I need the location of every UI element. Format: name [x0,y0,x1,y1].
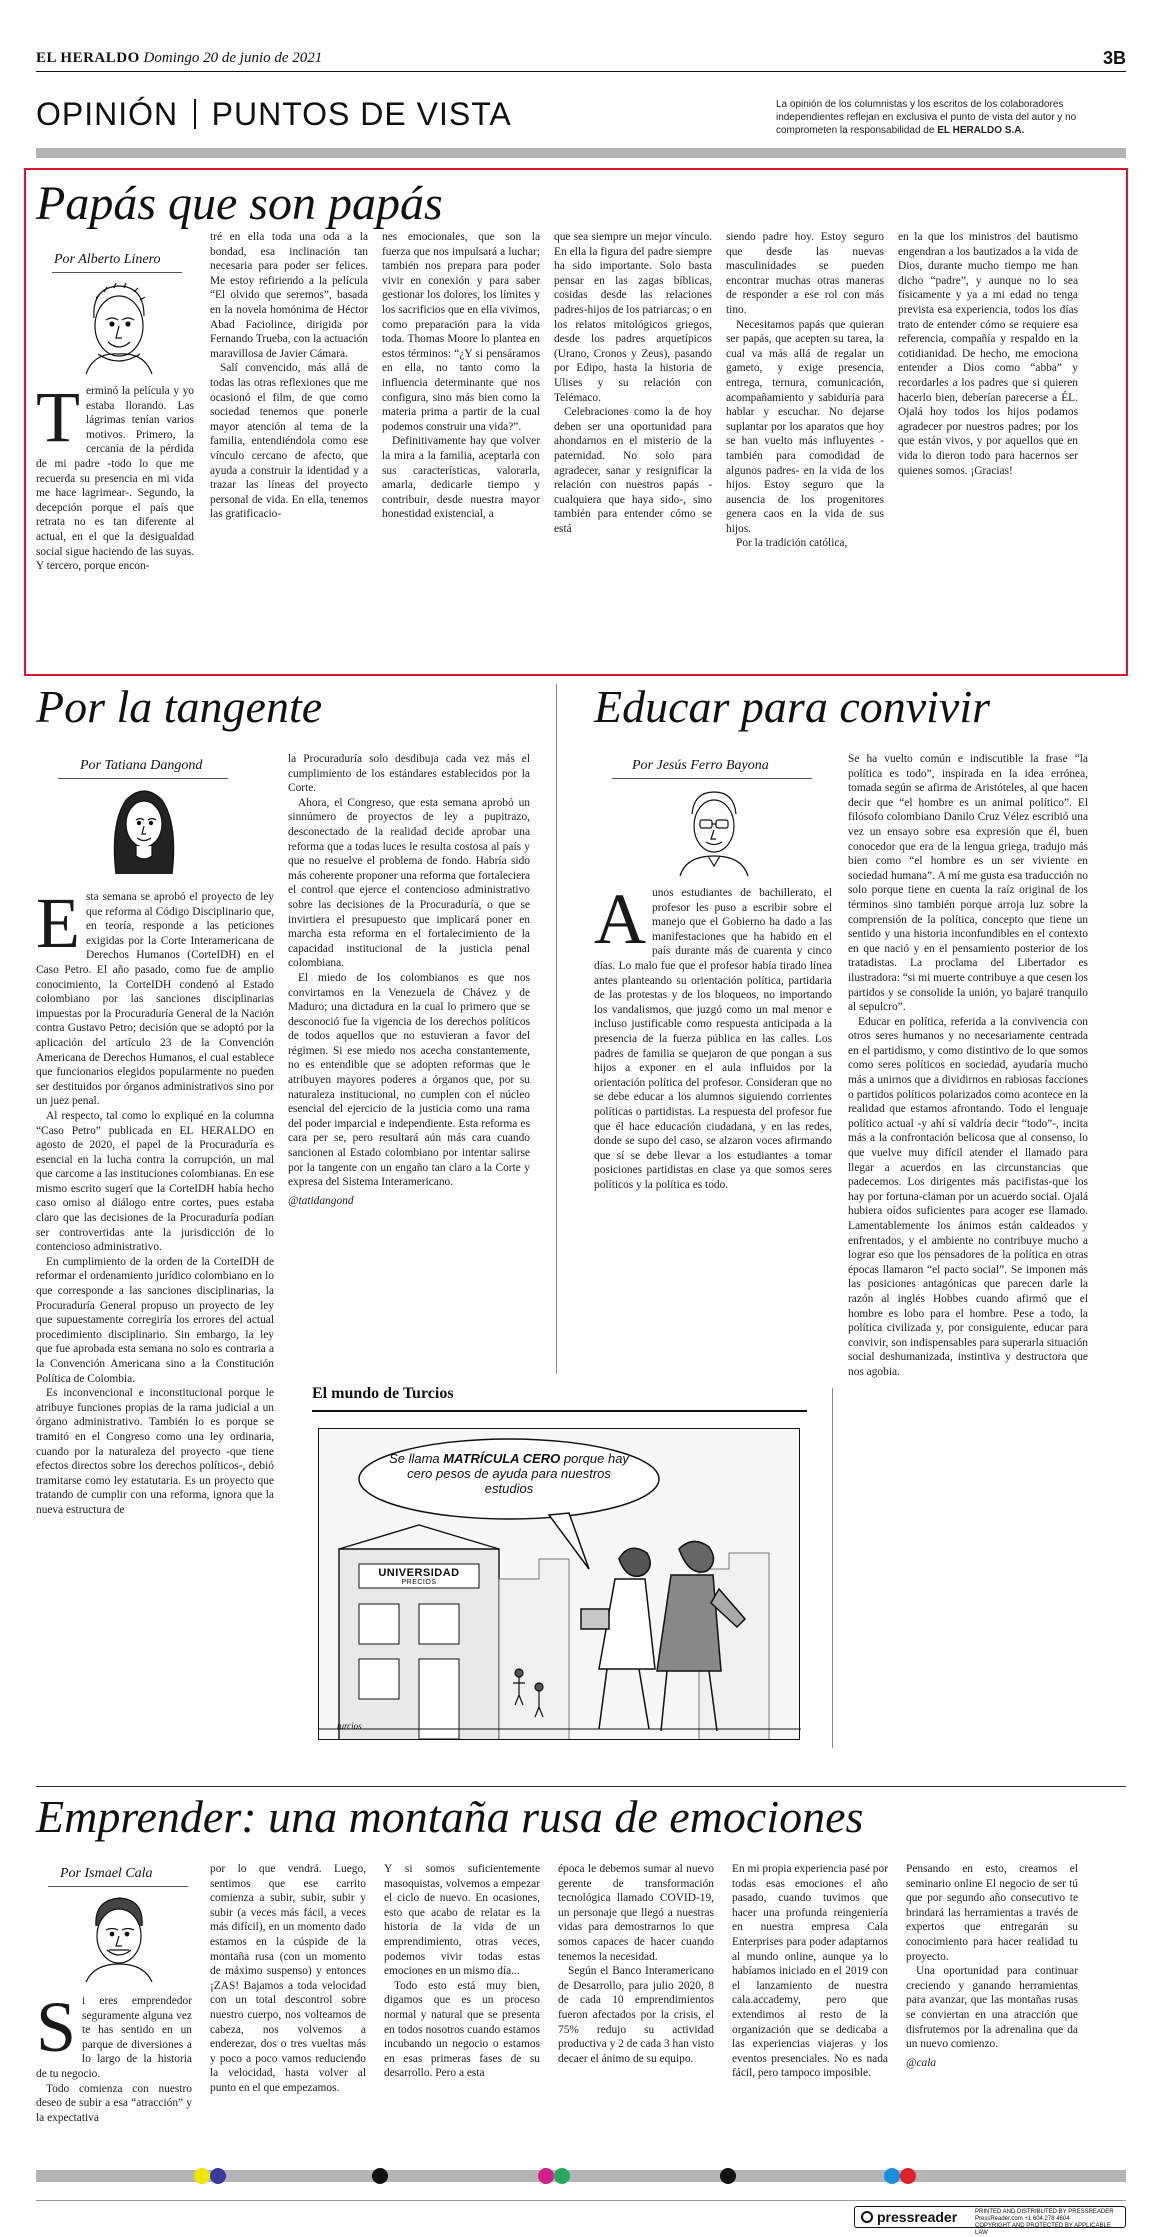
article4-text-3b: Todo esto está muy bien, digamos que es un proceso normal y natural que se presenta en todos nosotros cuando estamos incubando un negocio o estamos en esas primeras fases de su desarrollo. Pero a esta [384,1979,540,2080]
article1-text-2b: Salí convencido, más allá de todas las otras reflexiones que me ocasionó el film, de que como sociedad tenemos que ponerle mayor atención al tema de la familia, entendiéndola como ese vínculo cercano de afecto, que ayuda a construir la identidad y a trazar las líneas del proyecto personal de vida. En ella, tenemos las gratificacio- [210,362,368,521]
article2-byline: Por Tatiana Dangond [80,758,203,773]
article1-text-6: en la que los ministros del bautismo engendran a los bautizados a la vida de Dios, durante mucho tiempo me han dicho “padre”, y aunque no lo sea físicamente y ya a mi edad no tenga prevista esa experiencia, todos los días trato de entender cómo se requiere esa referencia, compañía y respaldo en la cotidianidad. De hecho, me emociona entender a Dios como “abba” y recordarles a los padres que si quieren hacerlo bien, deberían parecerse a ÉL. Ojalá hoy todos los hijos podamos agradecer por nuestros padres; por los que están vivos, y por aquellos que en vida lo dieron todo para hacernos ser quienes somos. ¡Gracias! [898,231,1078,477]
article2-text-1c: En cumplimiento de la orden de la CorteIDH de reformar el ordenamiento jurídico colombiano en lo que corresponde a las sanciones disciplinarias, la Procuraduría General propuso un proyecto de ley que supuestamente corregiría los errores del actual procedimiento disciplinario. Sin embargo, la ley que fue aprobada esta semana no solo es contraria a la Convención Americana sino a la Constitución Política de Colombia. [36,1255,274,1385]
article4-dropcap: S [36,1987,77,2067]
masthead-left [36,50,322,67]
column-divider [556,684,557,1374]
author-portrait-dangond [106,784,182,874]
article1-text-3: nes emocionales, que son la fuerza que nos impulsará a luchar; también nos prepara para poder vivir en conexión y para saber gestionar los dolores, los límites y los sacrificios que en ella vivimos, como preparación para la vida toda. Thomas Moore lo plantea en estos términos: “¿Y si pensáramos en ella, no tanto como la influencia determinante que nos configura, sino más bien como la materia prima a partir de la cual podemos construir una vida?”. [382,231,540,433]
registration-dot-cyan [884,2168,900,2184]
registration-dot-black-2 [720,2168,736,2184]
article4-text-4b: Según el Banco Interamericano de Desarrollo, para julio 2020, 8 de cada 10 emprendimientos fueron afectados por la crisis, el 75% redujo su actividad productiva y 2 de cada 3 han visto decaer el ánimo de su equipo. [558,1965,714,2065]
author-portrait-ferro [674,784,754,876]
registration-dot-yellow [194,2168,210,2184]
article3-text-2b: Educar en política, referida a la convivencia con otros seres humanos y no necesariamente centrada en el partidismo, y como distintivo de lo que somos como seres políticos en sociedad, ayudaría mucho más a unirnos que a dividirnos en rabiosas facciones o partidos políticos polarizados como acontece en la realidad que estamos afrontando. Todo el lenguaje político actual -y ahí sí valdría decir “todo”-, incita más a la confrontación belicosa que al consenso, lo que vuelve muy difícil atender el llamado para llegar a acuerdos en las circunstancias que padecemos. Los dirigentes más pacifistas-que los hay por fortuna-claman por un acuerdo social. Ojalá hubiera oídos suficientes para acoger ese llamado. Lamentablemente los ánimos están caldeados y enfrentados, y el ambiente no contribuye mucho a lograr eso que los pensadores de la política en otras épocas llamaron “el pacto social”. Se imponen más las posiciones antagónicas que parecen darle la razón al inglés Hobbes cuando afirmó que el hombre es lobo para el hombre. Pese a todo, la política civilizada y, por consiguiente, educar para convivir, son indispensables para superarla situación social deshumanizada, instintiva y destructora que nos agobia. [848,1015,1088,1378]
article1-headline: Papás que son papás [36,177,443,230]
disclaimer-company: EL HERALDO S.A. [937,125,1025,136]
article4-byline-rule [48,1886,188,1887]
cartoon-divider [832,1388,833,1748]
article2-column-1 [36,883,274,1760]
article1-text-5c: Por la tradición católica, [736,537,848,550]
article3-column-1 [594,879,832,1366]
article1-column-3 [382,230,540,670]
university-sign: UNIVERSIDAD [378,1567,460,1579]
cartoon-panel [318,1428,800,1740]
article4-text-1b: Todo comienza con nuestro deseo de subir a esa “atracción” y la expectativa [36,2082,192,2124]
article1-text-1: erminó la película y yo estaba llorando. Las lágrimas tenían varios motivos. Primero, la cercanía de la pérdida de mi padre -todo lo que me recuerda su presencia en mi vida me hace lagrimear-. Segundo, la decepción porque el país que retrata no es tan diferente al actual, en el que la desigualdad social sigue haciendo de las suyas. Y tercero, porque encon- [36,385,194,573]
article4-column-6 [906,1862,1078,2162]
edition-date: Domingo 20 de junio de 2021 [143,50,323,66]
article2-dropcap: E [36,883,80,963]
registration-dot-green [554,2168,570,2184]
article2-text-2c: El miedo de los colombianos es que nos convirtamos en la Venezuela de Chávez y de Maduro; una dictadura en la cual lo primero que se desconoció fue la vigencia de los derechos políticos de todos aquellos que no estuvieran a favor del régimen. Si ese miedo nos acecha constantemente, no es entendible que se adopten reformas que le atribuyen mayores poderes a órganos que, por su naturaleza institucional, no cumplen con el núcleo esencial del ejercicio de la justicia como una rama del poder imparcial e independiente. Esta reforma es cara per se, pero resultará aún más cara cuando sancionen al Estado colombiano por intentar salirse por la tangente con un engaño tan claro a la Corte y expresa del Sistema Interamericano. [288,971,530,1189]
article3-text-2: Se ha vuelto común e indiscutible la frase “la política es todo”, inspirada en la idea errónea, tomada según se afirma de Aristóteles, al que hacen decir que “el hombre es un animal político”. El filósofo colombiano Danilo Cruz Vélez escribió una vez un ensayo sobre esa expresión que él, buen conocedor que era de la lengua griega, tradujo más bien como “el hombre es un ser viviente en sociedad humana”. A mí me gusta esa traducción no solo porque tiene en cuenta la raíz original de los términos sino también porque arroja luz sobre la comprensión de la política, concepto que tiene un sentido y una historia inconfundibles en el contexto en que nació y en el pensamiento posterior de los tratadistas. La proclama del Libertador es ilustradora: “si mi muerte contribuye a que cesen los partidos y se consolide la unión, yo bajaré tranquilo al sepulcro”. [848,753,1088,1014]
article4-column-2 [210,1862,366,2162]
article2-text-2b: Ahora, el Congreso, que esta semana aprobó un sinnúmero de proyectos de ley a pupitrazo, desconectado de la realidad decide aprobar una reforma que a todas luces le resulta costosa al país y que no resuelve el problema de fondo. Habría sido más coherente proponer una reforma que fortaleciera el control que ejerce el contencioso administrativo sobre las decisiones de la Procuraduría, o que se invirtiera el presupuesto que implicará poner en marcha esta reforma en el fortalecimiento de la capacidad institucional de la justicia penal colombiana. [288,796,530,970]
article1-text-5b: Necesitamos papás que quieran ser papás, que acepten su tarea, la cual va más allá de regalar un gameto, y exige presencia, entrega, ternura, comunicación, acompañamiento y sabiduría para hablar y escuchar. No dejarse suplantar por los aparatos que hoy se han vuelto más influyentes -también para comodidad de algunos padres- en la vida de los hijos. Estoy seguro que la ausencia de los progenitores genera caos en la vida de sus hijos. [726,318,884,535]
article1-byline-rule [52,272,182,273]
editorial-disclaimer [776,98,1116,137]
cartoon-title: El mundo de Turcios [312,1385,454,1402]
article1-text-3b: Definitivamente hay que volver la mira a la familia, aceptarla con sus características, valorarla, amarla, dedicarle tiempo y contribuir, desde nuestra mayor honestidad existencial, a [382,435,540,521]
article4-column-5 [732,1862,888,2162]
section-divider [36,1786,1126,1787]
article1-dropcap: T [36,377,80,457]
article1-column-1 [36,377,194,670]
article3-text-1: unos estudiantes de bachillerato, el profesor les puso a escribir sobre el manejo que el Gobierno ha dado a las manifestaciones que ha habido en el país durante más de cuarenta y cinco días. Lo malo fue que el profesor había tirado línea antes planteando su orientación política, partidaria de las protestas y de los bloqueos, no importando los vandalismos, que juzgó como un mal menor e incluso justificable como respuesta anticipada a la presencia de la fuerza pública en las calles. Los padres de familia se quejaron de que pongan a sus hijos a exponer en el aula influidos por la orientación política del profesor. Consideran que no se debe educar a los alumnos siguiendo corrientes políticas o partidistas. La respuesta del profesor fue que él hace educación ciudadana, y en las redes, donde se supo del caso, se alzaron voces afirmando que sí se debe llevar a los estudiantes a tomar posiciones partidistas en clase ya que somos seres políticos y la política es todo. [594,887,832,1191]
article3-byline-rule [612,778,812,779]
article1-column-4 [554,230,712,670]
header-grey-band [36,148,1126,158]
article1-column-5 [726,230,884,670]
article4-column-4 [558,1862,714,2162]
footer-rule [36,2200,1126,2201]
registration-dot-black [372,2168,388,2184]
cartoon-caption-c: porque hay cero pesos de ayuda para nuestros estudios [407,1451,629,1496]
article2-text-2: la Procuraduría solo desdibuja cada vez más el cumplimiento de los estándares establecidos por la Corte. [288,753,530,795]
article4-text-2: por lo que vendrá. Luego, sentimos que ese carrito comienza a subir, subir, subir y subir (a veces más fácil, a veces más difícil), en un momento dado estamos en la cúspide de la montaña rusa (con un momento de máximo suspenso) y entonces ¡ZAS! Bajamos a toda velocidad con un total descontrol sobre nuestro cuerpo, nos volteamos de cabeza, nos volvemos a enderezar, dos o tres vueltas más y poco a poco vamos reduciendo la velocidad, hasta volver al punto en el que empezamos. [210,1863,366,2094]
article3-column-2 [848,752,1088,1762]
article2-twitter-handle: @tatidangond [288,1194,354,1207]
article4-text-3: Y si somos suficientemente masoquistas, volvemos a empezar el ciclo de nuevo. En ocasiones, esto que acabo de relatar es la historia de la vida de un emprendimiento, otras veces, podemos vivir todas estas emociones en un mismo día... [384,1863,540,1978]
pressreader-logo [861,2209,957,2225]
section-opinion: OPINIÓN [36,96,179,132]
article4-text-6: Pensando en esto, creamos el seminario online El negocio de ser tú que por segundo año consecutivo te brindará las herramientas a través de expertos que entregarán su conocimiento para hacer realidad tu proyecto. [906,1863,1078,1963]
article3-dropcap: A [594,879,646,959]
article4-twitter-handle: @cala [906,2056,937,2069]
article2-text-1b: Al respecto, tal como lo expliqué en la columna “Caso Petro” publicada en EL HERALDO en agosto de 2020, el papel de la Procuraduría es esencial en la lucha contra la corrupción, un mal que carcome a las instituciones colombianas. En ese mismo escrito sugerí que la CorteIDH había hecho caso omiso al diálogo entre cortes, pues estaba claro que las decisiones de la Procuraduría podían ser controvertidas ante la jurisdicción de lo contencioso administrativo. [36,1109,274,1254]
cartoon-speech [389,1451,629,1496]
article4-text-6b: Una oportunidad para continuar creciendo y ganando herramientas para avanzar, que las montañas rusas se conviertan en una atracción que disfrutemos por la adrenalina que da un nuevo comienzo. [906,1965,1078,2051]
article4-text-4: época le debemos sumar al nuevo gerente de transformación tecnológica llamado COVID-19, un personaje que llegó a nuestras vidas para demostrarnos lo que somos capaces de hacer cuando tenemos la necesidad. [558,1863,714,1963]
section-puntos: PUNTOS DE VISTA [211,96,512,132]
article4-text-5: En mi propia experiencia pasé por todas esas emociones el año pasado, cuando tuvimos que hacer una profunda reingeniería en nuestra empresa Cala Enterprises para poder adaptarnos al mundo online, aunque ya lo habíamos iniciado en el 2019 con el lanzamiento de nuestra cala.accademy, pero que extendimos al resto de la organización que se dedicaba a las experiencias viajeras y los eventos presenciales. No es nada fácil, pero tampoco imposible. [732,1863,888,2080]
article2-text-1d: Es inconvencional e inconstitucional porque le atribuye funciones propias de la rama judicial a un órgano administrativo. También lo es porque se tramitó en el Congreso como una ley ordinaria, cuando por la naturaleza del proyecto -que tiene efectos directos sobre los derechos políticos-, debió tramitarse como ley estatutaria. Es un proyecto que tratando de cumplir con una reforma, ignora que la nueva estructura de [36,1387,274,1516]
pressreader-badge[interactable] [854,2206,1126,2236]
article4-byline: Por Ismael Cala [60,1866,153,1881]
section-separator [194,99,196,129]
fineprint-line-3: COPYRIGHT AND PROTECTED BY APPLICABLE LAW [975,2223,1111,2236]
article2-column-2 [288,752,530,1372]
article3-headline: Educar para convivir [594,681,991,732]
disclaimer-text: La opinión de los columnistas y los escritos de los colaboradores independientes reflejan en exclusiva el punto de vista del autor y no comprometen la responsabilidad de [776,99,1077,136]
article4-column-3 [384,1862,540,2162]
price-sign: PRECIOS [401,1579,437,1586]
article1-text-2: tré en ella toda una oda a la bondad, esa inclinación tan necesaria para poder ser felices. Me estoy refiriendo a la película “El olvido que seremos”, basada en la novela homónima de Héctor Abad Faciolince, dirigida por Fernando Trueba, con la actuación maravillosa de Javier Cámara. [210,231,368,360]
newspaper-name: EL HERALDO [36,50,140,66]
article4-headline: Emprender: una montaña rusa de emociones [36,1791,864,1842]
article1-text-4: que sea siempre un mejor vínculo. En ella la figura del padre siempre ha sido importante. Solo basta pensar en las zagas bíblicas, cosidas desde las relaciones padres-hijos de los patriarcas; o en los relatos mitológicos griegos, desde los padres arquetípicos (Urano, Cronos y Zeus), pasando por Edipo, hasta la historia de Ulises y su relación con Telémaco. [554,231,712,404]
cartoon-caption-b: MATRÍCULA CERO [443,1451,561,1466]
cartoon-caption-a: Se llama [389,1451,444,1466]
pressreader-fineprint [975,2209,1123,2237]
article2-text-1: sta semana se aprobó el proyecto de ley que reforma al Código Disciplinario que, en teoría, responde a las peticiones exigidas por la Corte Interamericana de Derechos Humanos (CorteIDH) en el Caso Petro. El año pasado, como fue de amplio conocimiento, la CorteIDH condenó al Estado colombiano por las sanciones disciplinarias impuestas por la Procuraduría General de la Nación contra Gustavo Petro; decisión que se adoptó por la aplicación del artículo 23 de la Convención Americana de Derechos Humanos, el cual establece que funcionarios elegidos popularmente no pueden ser destituidos por órganos administrativos sino por un juez penal. [36,891,274,1108]
article4-text-1: i eres emprendedor seguramente alguna vez te has sentido en un parque de diversiones a lo largo de la historia de tu negocio. [36,1995,192,2080]
cartoon-title-rule [312,1410,807,1412]
author-portrait-cala [78,1892,160,1982]
registration-dot-blue [210,2168,226,2184]
author-portrait-linero [78,278,160,374]
page-number: 3B [1102,48,1126,68]
article2-headline: Por la tangente [36,681,323,732]
registration-dot-magenta [538,2168,554,2184]
masthead [36,48,1126,72]
pressreader-brand: pressreader [877,2209,958,2225]
article1-text-5: siendo padre hoy. Estoy seguro que desde las nuevas masculinidades se pueden encontrar muchas otras maneras de responder a ese rol con más tino. [726,231,884,316]
cartoonist-signature: turcios [337,1721,362,1731]
article3-byline: Por Jesús Ferro Bayona [632,758,769,773]
fineprint-line-1: PRINTED AND DISTRIBUTED BY PRESSREADER [975,2209,1114,2215]
article4-column-1 [36,1987,192,2164]
article1-column-6 [898,230,1078,670]
section-heading [36,96,512,133]
fineprint-line-2: PressReader.com +1 604 278 4604 [975,2216,1070,2222]
article2-byline-rule [58,778,228,779]
registration-dot-red [900,2168,916,2184]
article1-text-4b: Celebraciones como la de hoy deben ser una oportunidad para ahondarnos en el misterio de la paternidad. No solo para agradecer, sanar y resignificar la relación con nuestros papás -cualquiera que haya sido-, sino también para entender cómo se está [554,406,712,535]
pressreader-icon [861,2211,873,2223]
article1-byline: Por Alberto Linero [54,252,161,267]
article1-column-2 [210,230,368,670]
